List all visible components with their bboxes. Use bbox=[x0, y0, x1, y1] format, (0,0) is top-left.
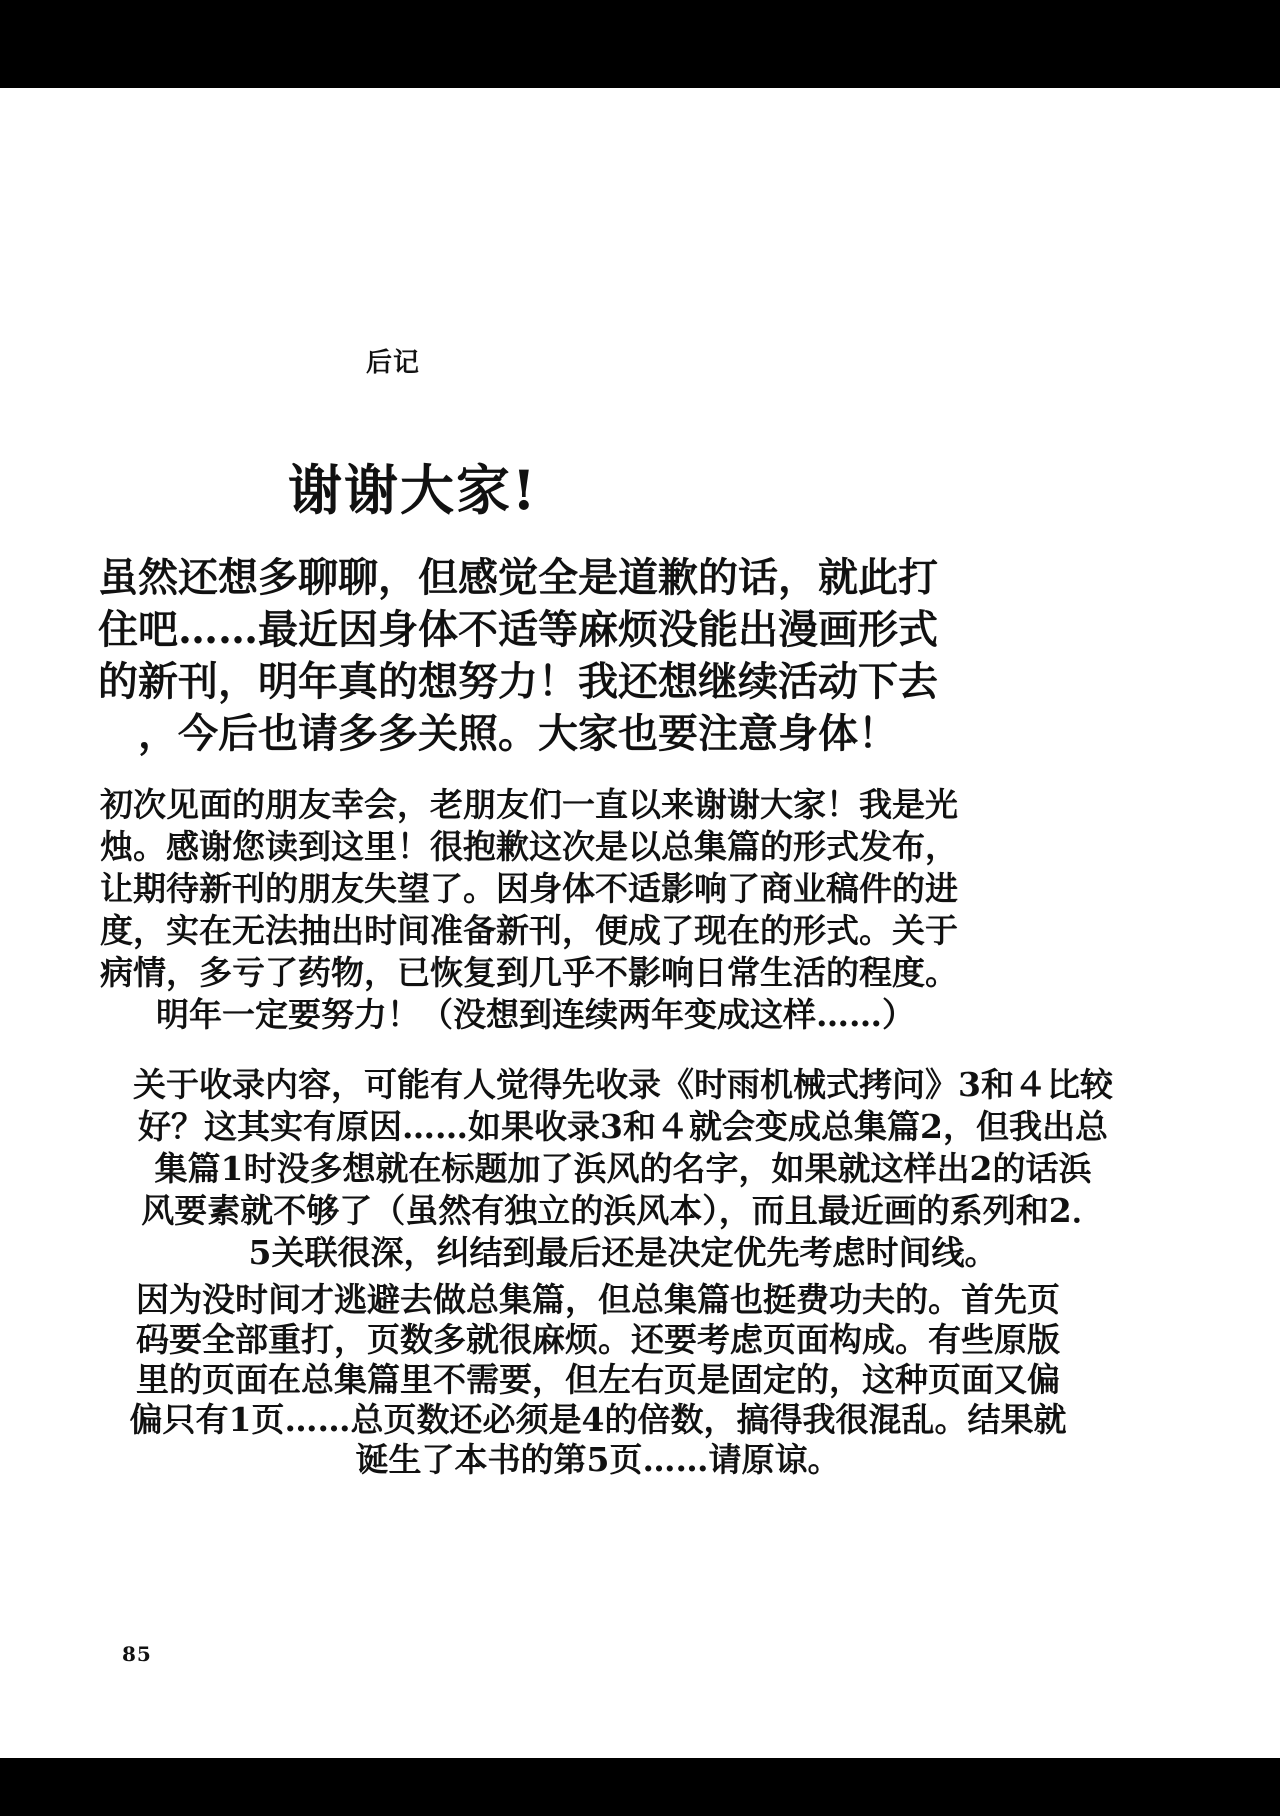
top-black-bar bbox=[0, 0, 1280, 88]
text-line: 虽然还想多聊聊，但感觉全是道歉的话，就此打 bbox=[98, 554, 938, 601]
afterword-heading: 后记 bbox=[366, 348, 421, 378]
text-line: ，今后也请多多关照。大家也要注意身体！ bbox=[138, 710, 898, 757]
text-line: 里的页面在总集篇里不需要，但左右页是固定的，这种页面又偏 bbox=[136, 1360, 1060, 1399]
bottom-black-bar bbox=[0, 1758, 1280, 1816]
text-line: 诞生了本书的第5页……请原谅。 bbox=[355, 1440, 841, 1479]
text-line: 烛。感谢您读到这里！很抱歉这次是以总集篇的形式发布， bbox=[100, 827, 958, 866]
thanks-title: 谢谢大家! bbox=[288, 458, 538, 522]
text-line: 5关联很深，纠结到最后还是决定优先考虑时间线。 bbox=[248, 1233, 998, 1272]
text-line: 的新刊，明年真的想努力！我还想继续活动下去 bbox=[98, 658, 938, 705]
text-line: 因为没时间才逃避去做总集篇，但总集篇也挺费功夫的。首先页 bbox=[136, 1280, 1060, 1319]
text-line: 关于收录内容，可能有人觉得先收录《时雨机械式拷问》3和４比较 bbox=[133, 1065, 1113, 1104]
text-line: 集篇1时没多想就在标题加了浜风的名字，如果就这样出2的话浜 bbox=[154, 1149, 1092, 1188]
text-line: 偏只有1页……总页数还必须是4的倍数，搞得我很混乱。结果就 bbox=[129, 1400, 1067, 1439]
text-line: 病情，多亏了药物，已恢复到几乎不影响日常生活的程度。 bbox=[100, 953, 958, 992]
text-line: 码要全部重打，页数多就很麻烦。还要考虑页面构成。有些原版 bbox=[136, 1320, 1060, 1359]
page-number: 85 bbox=[122, 1642, 152, 1666]
text-line: 住吧……最近因身体不适等麻烦没能出漫画形式 bbox=[98, 606, 938, 653]
text-line: 让期待新刊的朋友失望了。因身体不适影响了商业稿件的进 bbox=[100, 869, 958, 908]
text-line: 好？这其实有原因……如果收录3和４就会变成总集篇2，但我出总 bbox=[138, 1107, 1108, 1146]
paragraph-3 bbox=[98, 1064, 1148, 1274]
text-line: 初次见面的朋友幸会，老朋友们一直以来谢谢大家！我是光 bbox=[100, 785, 958, 824]
paragraph-1 bbox=[98, 552, 1098, 760]
text-line: 明年一定要努力！（没想到连续两年变成这样……） bbox=[156, 995, 915, 1034]
paragraph-4 bbox=[98, 1280, 1098, 1480]
text-line: 风要素就不够了（虽然有独立的浜风本），而且最近画的系列和2． bbox=[141, 1191, 1105, 1230]
paragraph-2 bbox=[100, 784, 1080, 1036]
text-line: 度，实在无法抽出时间准备新刊，便成了现在的形式。关于 bbox=[100, 911, 958, 950]
